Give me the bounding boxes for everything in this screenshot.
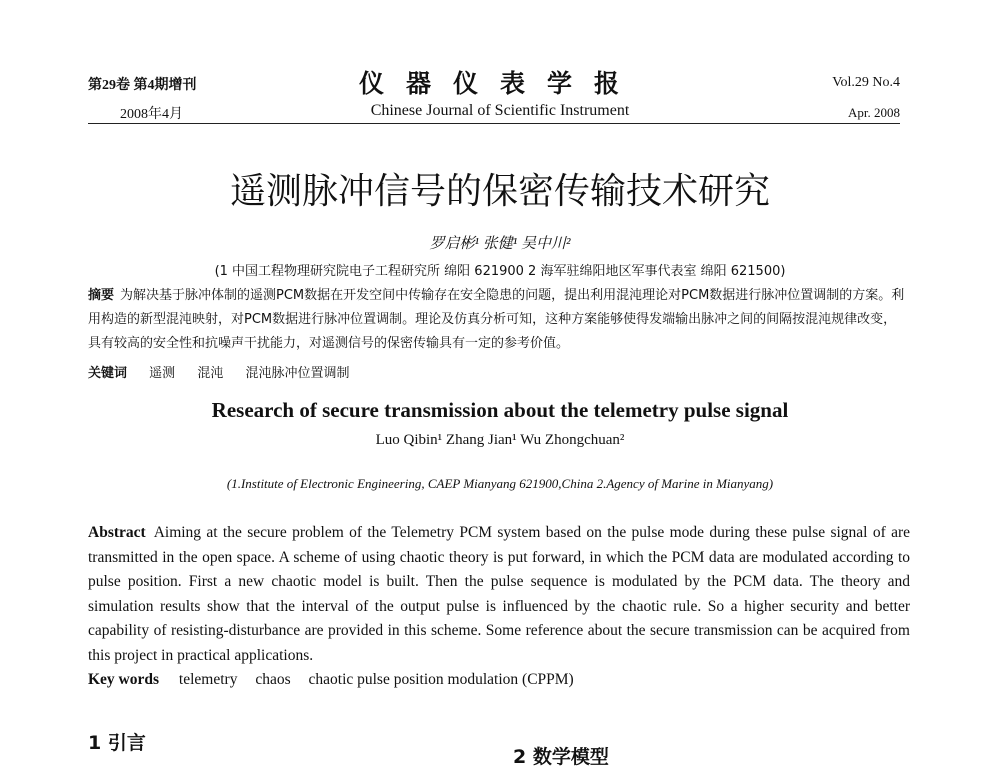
authors-cn: 罗启彬¹ 张健¹ 吴中川²	[429, 236, 571, 252]
header-rule	[88, 123, 900, 124]
journal-title-cn: 仪器仪表学报	[358, 69, 641, 98]
keywords-cn	[88, 362, 367, 381]
date-cn: 2008年4月	[120, 107, 183, 122]
keywords-en-label: Key words	[88, 671, 160, 688]
keyword-cn: 遥测	[149, 366, 176, 381]
keyword-en: chaos	[255, 671, 291, 688]
journal-title-en: Chinese Journal of Scientific Instrument	[370, 102, 630, 119]
keyword-en: telemetry	[178, 671, 238, 688]
abstract-cn-text: 为解决基于脉冲体制的遥测PCM数据在开发空间中传输存在安全隐患的问题，提出利用混沌理论对PCM数据进行脉冲位置调制的方案。利用构造的新型混沌映射，对PCM数据进行脉冲位置调制。理论及仿真分析可知，这种方案能够使得发端输出脉冲之间的间隔按混沌规律改变，具有较高的安全性和抗噪声干扰能力，对遥测信号的保密传输具有一定的参考价值。	[88, 288, 905, 351]
paper-title-en: Research of secure transmission about the telemetry pulse signal	[211, 398, 789, 422]
keywords-cn-label: 关键词	[88, 366, 128, 381]
authors-en: Luo Qibin¹ Zhang Jian¹ Wu Zhongchuan²	[375, 432, 625, 448]
volume-issue-cn: 第29卷 第4期增刊	[88, 78, 197, 93]
paper-title-cn: 遥测脉冲信号的保密传输技术研究	[229, 171, 770, 212]
abstract-en-label: Abstract	[88, 524, 146, 541]
volume-issue-en: Vol.29 No.4	[832, 75, 900, 90]
date-en: Apr. 2008	[848, 105, 900, 120]
abstract-en	[88, 521, 910, 668]
keyword-cn: 混沌脉冲位置调制	[245, 366, 350, 381]
keyword-en: chaotic pulse position modulation (CPPM)	[308, 671, 574, 688]
section-heading-introduction: 1 引言	[88, 732, 146, 754]
section-heading-model: 2 数学模型	[513, 746, 609, 768]
abstract-en-text: Aiming at the secure problem of the Telemetry PCM system based on the pulse mode during these pulse signal of are transmitted in the open space. A scheme of using chaotic theory is put forward, in which the PCM data are modulated according to pulse position. First a new chaotic model is built. Then the pulse sequence is modulated by the PCM data. The theory and simulation results show that the interval of the output pulse is influenced by the chaotic rule. So a higher security and better capability of resisting-disturbance are provided in this scheme. Some reference about the secure transmission can be acquired from this project in practical applications.	[88, 524, 910, 664]
abstract-cn	[88, 284, 908, 356]
keywords-en	[88, 671, 588, 689]
abstract-cn-label: 摘要	[88, 288, 115, 303]
affiliation-cn: (1 中国工程物理研究院电子工程研究所 绵阳 621900 2 海军驻绵阳地区军事代表室 绵阳 621500)	[214, 264, 786, 279]
affiliation-en: (1.Institute of Electronic Engineering, CAEP Mianyang 621900,China 2.Agency of Marine in Mianyang)	[226, 476, 774, 491]
keyword-cn: 混沌	[197, 366, 224, 381]
